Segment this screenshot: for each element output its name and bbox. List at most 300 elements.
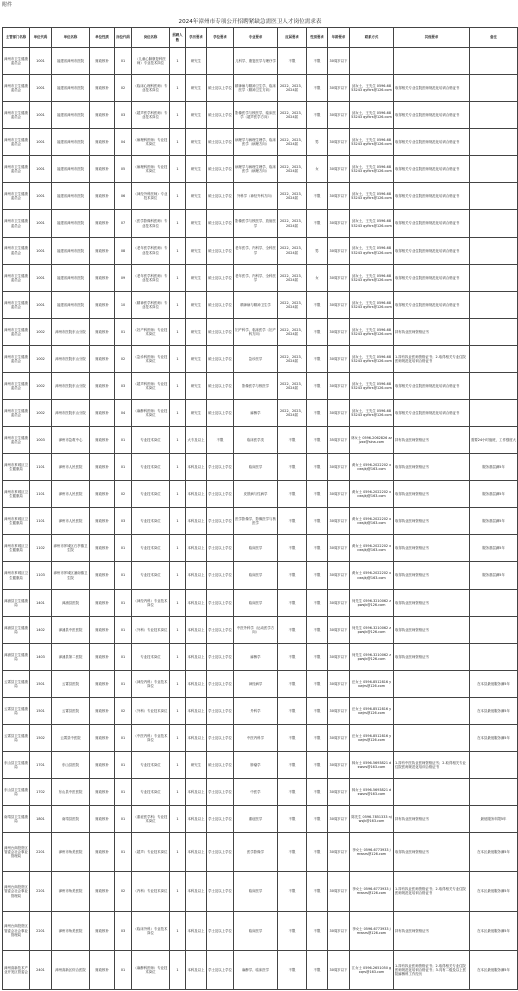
- table-cell: 林女士 0596-2062826 zzjzzx@sina.com: [350, 427, 394, 454]
- table-cell: 不限: [307, 75, 328, 102]
- table-cell: [394, 670, 470, 697]
- table-cell: 1801: [30, 806, 52, 833]
- table-cell: 取得相关专业住院医师规范化培训合格证书: [394, 237, 470, 264]
- table-cell: 本科及以上: [186, 724, 207, 751]
- table-cell: 临床医学: [234, 454, 278, 481]
- table-cell: （超声）专业技术岗位: [132, 833, 170, 872]
- table-cell: 学士及以上学位: [207, 724, 234, 751]
- table-cell: 邱女士，王先生 0596-6853243 qyfkrs@126.com: [350, 129, 394, 156]
- column-header: 单位性质: [90, 28, 115, 48]
- table-cell: 30周岁以下: [328, 697, 350, 724]
- table-cell: （外科）专业技术岗位: [132, 616, 170, 643]
- table-cell: [470, 752, 518, 779]
- table-cell: （神经外科医师）专业技术岗位: [132, 183, 170, 210]
- table-cell: [470, 156, 518, 183]
- table-cell: 在本县最低服务满5年: [470, 724, 518, 751]
- table-cell: 硕士及以上学位: [207, 237, 234, 264]
- table-cell: 硕士及以上学位: [207, 183, 234, 210]
- table-cell: 2022、2023、2024届: [278, 210, 307, 237]
- table-cell: 学士及以上学位: [207, 562, 234, 589]
- table-cell: 邱女士，王先生 0596-6853243 qyfkrs@126.com: [350, 75, 394, 102]
- column-header: 岗位名称: [132, 28, 170, 48]
- table-header: [3, 28, 518, 48]
- column-header: 专业要求: [234, 28, 278, 48]
- table-cell: 精神病与精神卫生学、临床医学（精神卫生方向）: [234, 75, 278, 102]
- table-cell: 30周岁以下: [328, 129, 350, 156]
- table-cell: 01: [115, 724, 132, 751]
- table-cell: 30周岁以下: [328, 872, 350, 911]
- table-cell: 1001: [30, 291, 52, 318]
- table-cell: [470, 291, 518, 318]
- table-cell: 01: [115, 833, 132, 872]
- table-cell: 1103: [30, 562, 52, 589]
- table-cell: 不限: [207, 427, 234, 454]
- table-cell: 漳州市急救中心: [52, 427, 90, 454]
- table-cell: 影像医学与核医学、临床医学（超声医学方向）: [234, 102, 278, 129]
- table-cell: 漳州市角美医院: [52, 872, 90, 911]
- table-cell: 漳浦县医院: [52, 589, 90, 616]
- table-cell: 中医学: [234, 779, 278, 806]
- table-cell: 不限: [307, 616, 328, 643]
- table-cell: 学士及以上学位: [207, 508, 234, 535]
- table-cell: 1001: [30, 264, 52, 291]
- table-cell: 30周岁以下: [328, 724, 350, 751]
- table-cell: 陈先生 0596-7851333 njwsjk@163.com: [350, 806, 394, 833]
- table-cell: 不限: [307, 210, 328, 237]
- table-cell: 福建省漳州市医院: [52, 102, 90, 129]
- table-row: [3, 535, 518, 562]
- column-header: 年龄要求: [328, 28, 350, 48]
- table-cell: 1002: [30, 318, 52, 345]
- table-row: [3, 48, 518, 75]
- table-cell: 漳州市卫生健康委员会: [3, 264, 30, 291]
- table-cell: 漳州市角美医院: [52, 833, 90, 872]
- table-cell: 2022、2023、2024届: [278, 75, 307, 102]
- table-cell: 漳州市芗城区浦南镇卫生院: [52, 562, 90, 589]
- table-cell: 30周岁以下: [328, 643, 350, 670]
- table-cell: （神经内科）专业技术岗位: [132, 589, 170, 616]
- table-cell: 老年医学、内科学、全科医学: [234, 264, 278, 291]
- table-cell: 1003: [30, 427, 52, 454]
- table-cell: 1: [170, 643, 186, 670]
- table-cell: 漳州市芗城区卫生健康局: [3, 508, 30, 535]
- table-cell: 不限: [307, 752, 328, 779]
- table-cell: 01: [115, 752, 132, 779]
- table-cell: 1: [170, 872, 186, 911]
- table-cell: 2401: [30, 950, 52, 989]
- table-cell: （神经内科）专业技术岗位: [132, 670, 170, 697]
- table-cell: 学士及以上学位: [207, 670, 234, 697]
- table-cell: 1: [170, 183, 186, 210]
- table-cell: 硕士及以上学位: [207, 400, 234, 427]
- table-cell: 08: [115, 237, 132, 264]
- table-cell: （超声医学科医师）专业技术岗位: [132, 102, 170, 129]
- table-cell: 取得执业医师资格证书: [394, 454, 470, 481]
- table-cell: 汪女士 0596-8512816 yxwjrs@126.com: [350, 670, 394, 697]
- table-cell: 01: [115, 950, 132, 989]
- table-row: [3, 872, 518, 911]
- table-cell: 取得相关专业住院医师规范化培训合格证书: [394, 129, 470, 156]
- table-cell: 不限: [307, 535, 328, 562]
- table-cell: [470, 400, 518, 427]
- table-cell: [470, 589, 518, 616]
- table-cell: 财政核补: [90, 535, 115, 562]
- table-cell: 30周岁以下: [328, 210, 350, 237]
- table-cell: 1002: [30, 372, 52, 399]
- column-header: 性别要求: [307, 28, 328, 48]
- table-cell: 不限: [278, 950, 307, 989]
- table-cell: 东山县卫生健康局: [3, 779, 30, 806]
- table-cell: 临床医学: [234, 535, 278, 562]
- table-cell: 不限: [307, 724, 328, 751]
- table-row: [3, 616, 518, 643]
- table-cell: 取得执业医师资格证书: [394, 833, 470, 872]
- table-cell: 30周岁以下: [328, 75, 350, 102]
- table-cell: 麻醉学: [234, 643, 278, 670]
- table-cell: 30周岁以下: [328, 183, 350, 210]
- table-cell: 本科及以上: [186, 872, 207, 911]
- table-cell: 漳州市医院东山分院: [52, 372, 90, 399]
- table-cell: 漳州市卫生健康委员会: [3, 427, 30, 454]
- table-cell: 04: [115, 400, 132, 427]
- table-row: [3, 697, 518, 724]
- table-cell: [470, 318, 518, 345]
- table-cell: 1: [170, 75, 186, 102]
- table-cell: 1501: [30, 697, 52, 724]
- table-row: [3, 372, 518, 399]
- table-cell: 03: [115, 911, 132, 950]
- column-header: 应届要求: [278, 28, 307, 48]
- table-cell: 影像医学与核医学: [234, 372, 278, 399]
- table-cell: 不限: [307, 183, 328, 210]
- table-cell: 黄女士 0596-2022202 xcwsjkj@163.com: [350, 535, 394, 562]
- table-cell: 不限: [278, 724, 307, 751]
- table-cell: 本科及以上: [186, 950, 207, 989]
- table-cell: 不限: [278, 833, 307, 872]
- table-cell: 何先生 0596-3210062 zpwsjk@126.com: [350, 589, 394, 616]
- table-cell: （病理科医师）专业技术岗位: [132, 129, 170, 156]
- table-cell: 医学影像学: [234, 833, 278, 872]
- table-cell: 邱女士，王先生 0596-6853243 qyfkrs@126.com: [350, 400, 394, 427]
- table-cell: 取得执业医师资格证书: [394, 616, 470, 643]
- table-cell: 福建省漳州市医院: [52, 183, 90, 210]
- column-header: 主管部门名称: [3, 28, 30, 48]
- table-cell: [470, 129, 518, 156]
- table-cell: 1: [170, 129, 186, 156]
- table-cell: 学士及以上学位: [207, 616, 234, 643]
- table-cell: 1001: [30, 75, 52, 102]
- table-row: [3, 950, 518, 989]
- table-cell: （外科）专业技术岗位: [132, 697, 170, 724]
- table-cell: 黄女士 0596-2022202 xcwsjkj@163.com: [350, 481, 394, 508]
- table-cell: 财政核补: [90, 48, 115, 75]
- table-cell: 研究生: [186, 291, 207, 318]
- table-cell: 何先生 0596-3210062 zpwsjk@126.com: [350, 643, 394, 670]
- table-cell: 研究生: [186, 400, 207, 427]
- table-cell: 财政核补: [90, 454, 115, 481]
- table-cell: （儿童心肺康复科医师）专业技术岗位: [132, 48, 170, 75]
- table-cell: 福建省漳州市医院: [52, 237, 90, 264]
- table-row: [3, 779, 518, 806]
- table-cell: 本科及以上: [186, 562, 207, 589]
- table-cell: 1101: [30, 454, 52, 481]
- table-cell: 不限: [278, 481, 307, 508]
- table-cell: 本科及以上: [186, 535, 207, 562]
- table-cell: 30周岁以下: [328, 950, 350, 989]
- table-cell: 30周岁以下: [328, 752, 350, 779]
- table-cell: 财政核补: [90, 156, 115, 183]
- table-cell: 财政核补: [90, 752, 115, 779]
- table-cell: 不限: [307, 950, 328, 989]
- table-cell: 1401: [30, 589, 52, 616]
- table-cell: 漳州市卫生健康委员会: [3, 156, 30, 183]
- table-cell: 07: [115, 210, 132, 237]
- table-cell: （内科）专业技术岗位: [132, 872, 170, 911]
- table-cell: 漳州台商投资区管委会社会事业管理局: [3, 872, 30, 911]
- table-cell: 财政核补: [90, 616, 115, 643]
- table-cell: 云霄县中医院: [52, 724, 90, 751]
- table-cell: [470, 210, 518, 237]
- table-cell: 重症医学: [234, 806, 278, 833]
- table-row: [3, 752, 518, 779]
- table-cell: 1: [170, 318, 186, 345]
- table-cell: [394, 779, 470, 806]
- table-cell: 01: [115, 454, 132, 481]
- table-cell: 不限: [278, 911, 307, 950]
- table-cell: 黄女士 0596-2022202 xcwsjkj@163.com: [350, 454, 394, 481]
- table-cell: 学士及以上学位: [207, 833, 234, 872]
- table-cell: 不限: [307, 291, 328, 318]
- table-cell: 1501: [30, 670, 52, 697]
- table-body: [3, 48, 518, 990]
- table-cell: 皮肤病与性病学: [234, 481, 278, 508]
- table-cell: 2022、2023、2024届: [278, 291, 307, 318]
- table-row: [3, 481, 518, 508]
- table-cell: [470, 264, 518, 291]
- table-cell: 漳州市卫生健康委员会: [3, 318, 30, 345]
- table-cell: [470, 345, 518, 372]
- table-cell: （重症医学科）专业技术岗位: [132, 806, 170, 833]
- table-cell: 林女士 0596-5693821 dswsrs@163.com: [350, 752, 394, 779]
- table-cell: 漳州市人民医院: [52, 508, 90, 535]
- table-cell: （妇产科医师）专业技术岗位: [132, 318, 170, 345]
- table-cell: 最低服务年限5年: [470, 806, 518, 833]
- table-cell: 1002: [30, 400, 52, 427]
- table-cell: 不限: [307, 454, 328, 481]
- table-cell: 专业技术岗位: [132, 779, 170, 806]
- table-cell: 学士及以上学位: [207, 643, 234, 670]
- table-cell: 2022、2023、2024届: [278, 318, 307, 345]
- table-cell: 不限: [278, 589, 307, 616]
- table-row: [3, 75, 518, 102]
- table-cell: 30周岁以下: [328, 670, 350, 697]
- table-cell: 漳州市卫生健康委员会: [3, 400, 30, 427]
- table-cell: 不限: [278, 670, 307, 697]
- table-row: [3, 156, 518, 183]
- table-cell: 1: [170, 911, 186, 950]
- table-cell: 1: [170, 291, 186, 318]
- table-cell: 不限: [307, 427, 328, 454]
- table-cell: 漳州台商投资区管委会社会事业管理局: [3, 911, 30, 950]
- table-cell: 财政核补: [90, 643, 115, 670]
- table-cell: 本科及以上: [186, 833, 207, 872]
- table-cell: 漳浦县卫生健康局: [3, 589, 30, 616]
- table-cell: 03: [115, 372, 132, 399]
- table-row: [3, 724, 518, 751]
- table-cell: [470, 616, 518, 643]
- table-cell: 2022、2023、2024届: [278, 372, 307, 399]
- table-cell: 硕士及以上学位: [207, 372, 234, 399]
- table-cell: 本科及以上: [186, 454, 207, 481]
- table-cell: 漳州市人民医院: [52, 481, 90, 508]
- table-cell: 2201: [30, 833, 52, 872]
- table-cell: 东山县医院: [52, 752, 90, 779]
- table-cell: 云霄县医院: [52, 670, 90, 697]
- table-cell: 取得执业医师资格证书: [394, 589, 470, 616]
- table-cell: 外科学: [234, 697, 278, 724]
- table-cell: 1402: [30, 616, 52, 643]
- table-cell: 学士及以上学位: [207, 481, 234, 508]
- table-cell: 男: [307, 237, 328, 264]
- table-cell: 01: [115, 427, 132, 454]
- table-cell: 学士及以上学位: [207, 535, 234, 562]
- table-cell: 硕士及以上学位: [207, 318, 234, 345]
- table-cell: 05: [115, 156, 132, 183]
- table-cell: 本科及以上: [186, 481, 207, 508]
- table-cell: 不限: [307, 102, 328, 129]
- attachment-label: 附件: [2, 2, 13, 8]
- table-cell: 财政核补: [90, 102, 115, 129]
- table-cell: 不限: [307, 643, 328, 670]
- table-cell: 取得相关专业住院医师规范化培训合格证书: [394, 264, 470, 291]
- table-cell: 取得相关专业住院医师规范化培训合格证书: [394, 156, 470, 183]
- table-cell: 取得执业医师资格证书: [394, 643, 470, 670]
- table-cell: 不限: [307, 345, 328, 372]
- table-cell: 财政核补: [90, 697, 115, 724]
- table-cell: 1: [170, 535, 186, 562]
- table-cell: 01: [115, 616, 132, 643]
- table-cell: 何先生 0596-3210062 zpwsjk@126.com: [350, 616, 394, 643]
- table-cell: 02: [115, 75, 132, 102]
- table-cell: [470, 237, 518, 264]
- table-cell: 30周岁以下: [328, 779, 350, 806]
- table-cell: 2201: [30, 911, 52, 950]
- table-cell: 外科学（神经外科方向）: [234, 183, 278, 210]
- table-cell: 30周岁以下: [328, 481, 350, 508]
- table-row: [3, 643, 518, 670]
- table-cell: 01: [115, 589, 132, 616]
- table-cell: 精神病与精神卫生学: [234, 291, 278, 318]
- table-row: [3, 833, 518, 872]
- table-cell: 福建省漳州市医院: [52, 48, 90, 75]
- table-cell: 研究生: [186, 48, 207, 75]
- table-cell: 1.持有执业医师资格证书；2.取得相关专业住院医师规范化培训合格证书: [394, 872, 470, 911]
- table-cell: 1.持有中医执业医师资格证书；2.取得相关专业住院医师规范化培训合格证书: [394, 752, 470, 779]
- table-cell: 30周岁以下: [328, 833, 350, 872]
- table-cell: 01: [115, 643, 132, 670]
- table-cell: 临床医学: [234, 872, 278, 911]
- column-header: 其他要求: [394, 28, 470, 48]
- table-cell: 漳浦县第二医院: [52, 643, 90, 670]
- table-cell: 漳州高新技术产业开发区管委会: [3, 950, 30, 989]
- table-cell: 硕士及以上学位: [207, 752, 234, 779]
- table-cell: 不限: [278, 562, 307, 589]
- table-cell: 01: [115, 48, 132, 75]
- table-cell: 在本县最低服务满5年: [470, 697, 518, 724]
- table-cell: （急诊科医师）专业技术岗位: [132, 345, 170, 372]
- table-cell: 1502: [30, 724, 52, 751]
- table-cell: 临床医学: [234, 911, 278, 950]
- table-cell: 财政核补: [90, 481, 115, 508]
- table-cell: 财政核补: [90, 833, 115, 872]
- table-cell: 研究生: [186, 372, 207, 399]
- table-cell: 不限: [307, 872, 328, 911]
- table-cell: 2022、2023、2024届: [278, 156, 307, 183]
- table-cell: 02: [115, 872, 132, 911]
- table-cell: （老年医学科医师）专业技术岗位: [132, 264, 170, 291]
- table-cell: 1001: [30, 129, 52, 156]
- table-cell: [470, 779, 518, 806]
- table-cell: 服务基层满5年: [470, 508, 518, 535]
- table-cell: 专业技术岗位: [132, 454, 170, 481]
- table-cell: 1: [170, 454, 186, 481]
- table-cell: 2022、2023、2024届: [278, 264, 307, 291]
- table-row: [3, 670, 518, 697]
- table-cell: 临床医学类: [234, 427, 278, 454]
- table-cell: 1403: [30, 643, 52, 670]
- table-cell: 30周岁以下: [328, 400, 350, 427]
- table-cell: 30周岁以下: [328, 589, 350, 616]
- table-cell: 漳州市卫生健康委员会: [3, 75, 30, 102]
- table-cell: 云霄县医院: [52, 697, 90, 724]
- table-cell: 研究生: [186, 129, 207, 156]
- table-cell: 1701: [30, 752, 52, 779]
- table-cell: 持有执业医师资格证书: [394, 911, 470, 950]
- table-cell: 邱女士，王先生 0596-6853243 qyfkrs@126.com: [350, 156, 394, 183]
- table-cell: 持有执业医师资格证书: [394, 806, 470, 833]
- table-cell: 不限: [307, 670, 328, 697]
- table-cell: 服务基层满5年: [470, 535, 518, 562]
- table-row: [3, 427, 518, 454]
- table-cell: 持有执业医师资格证书: [394, 427, 470, 454]
- table-row: [3, 129, 518, 156]
- table-cell: 临床医学: [234, 589, 278, 616]
- table-cell: 学士及以上学位: [207, 911, 234, 950]
- table-cell: 漳浦县卫生健康局: [3, 616, 30, 643]
- table-cell: 本科及以上: [186, 779, 207, 806]
- table-cell: 不限: [307, 779, 328, 806]
- table-cell: 黄女士 0596-2022202 xcwsjkj@163.com: [350, 508, 394, 535]
- table-cell: 1: [170, 400, 186, 427]
- table-cell: 福建省漳州市医院: [52, 210, 90, 237]
- table-cell: 30周岁以下: [328, 237, 350, 264]
- table-cell: 在本县最低服务满5年: [470, 670, 518, 697]
- table-cell: 漳浦县中医医院: [52, 616, 90, 643]
- table-cell: 1: [170, 806, 186, 833]
- column-header: 岗位代码: [115, 28, 132, 48]
- table-cell: 1: [170, 562, 186, 589]
- table-cell: 林女士 0596-5693821 dswsrs@163.com: [350, 779, 394, 806]
- table-cell: （医学影像科医师）专业技术岗位: [132, 210, 170, 237]
- table-cell: 漳州市卫生健康委员会: [3, 291, 30, 318]
- table-cell: 1001: [30, 48, 52, 75]
- table-cell: 专业技术岗位: [132, 481, 170, 508]
- table-cell: 2022、2023、2024届: [278, 102, 307, 129]
- column-header: 单位代码: [30, 28, 52, 48]
- table-cell: 1: [170, 833, 186, 872]
- table-cell: 2201: [30, 872, 52, 911]
- table-cell: （精神医学科医师）专业技术岗位: [132, 291, 170, 318]
